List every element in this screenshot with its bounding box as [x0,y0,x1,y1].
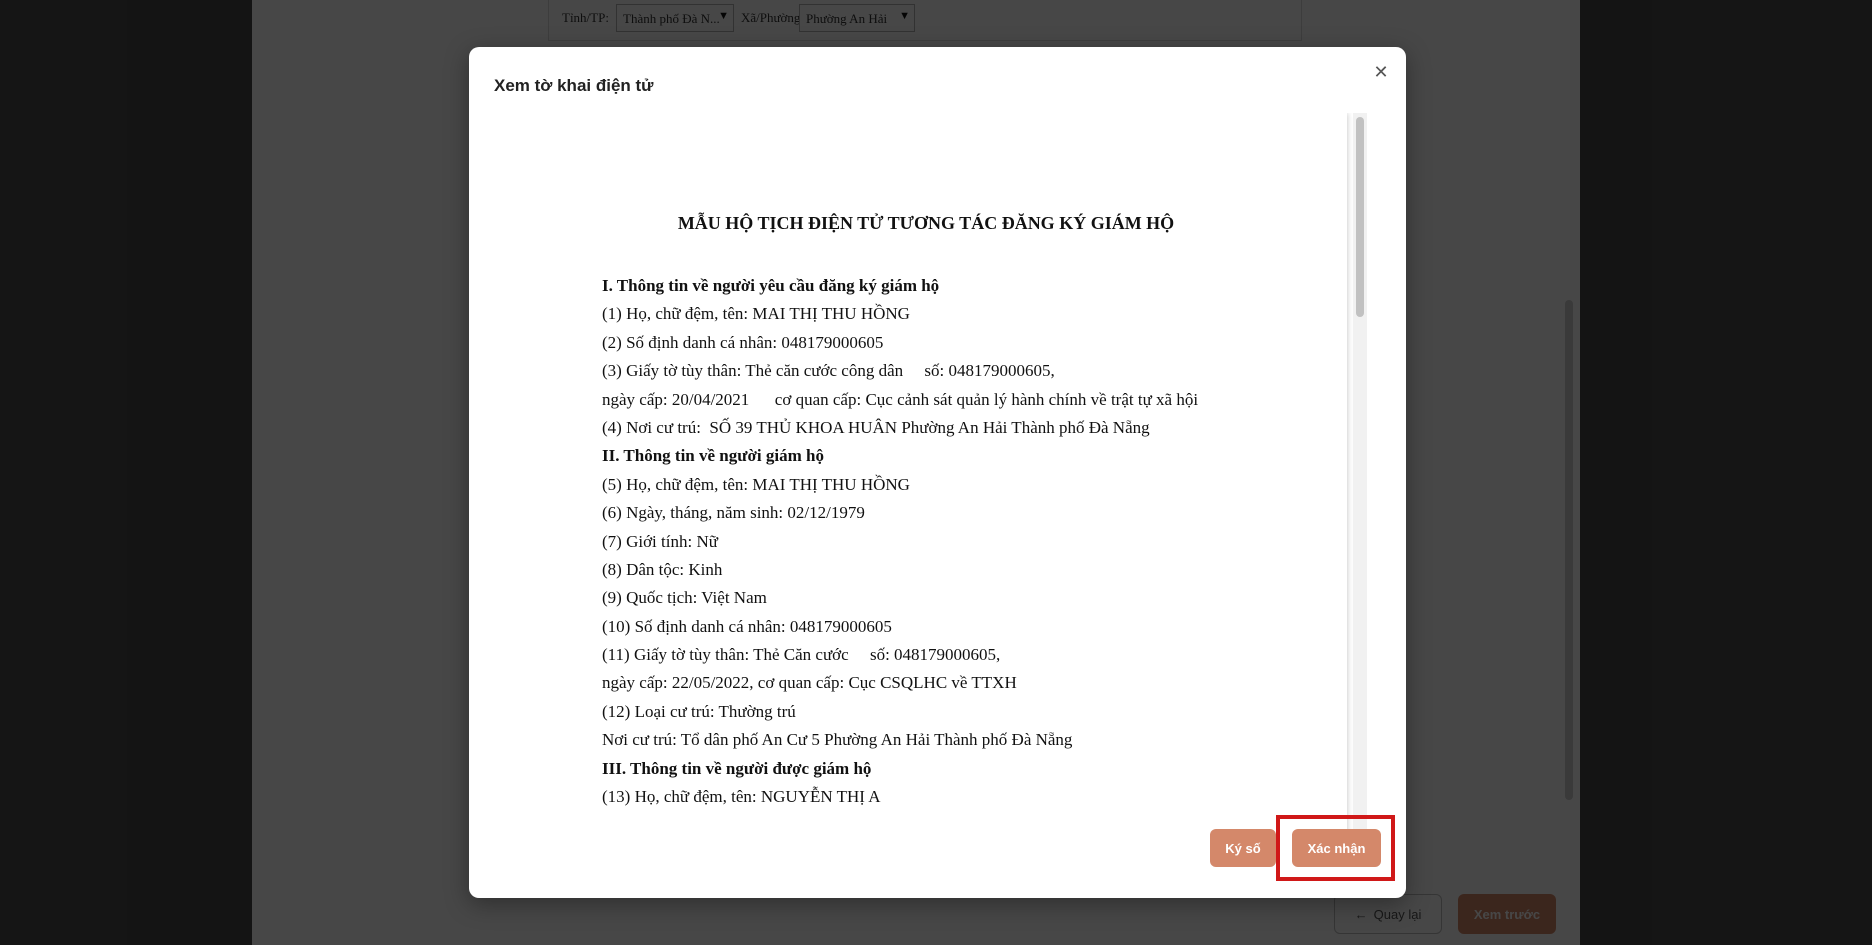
document-section-heading: III. Thông tin về người được giám hộ [602,758,872,778]
document-line: (5) Họ, chữ đệm, tên: MAI THỊ THU HỒNG [602,474,910,494]
document-scrollbar[interactable] [1353,113,1367,842]
document-page [505,113,1347,842]
document-line: (3) Giấy tờ tùy thân: Thẻ căn cước công dân số: 048179000605, [602,361,1055,381]
confirm-button[interactable]: Xác nhận [1292,829,1381,867]
document-line: (2) Số định danh cá nhân: 048179000605 [602,332,884,352]
electronic-declaration-modal [469,47,1406,898]
document-line: (10) Số định danh cá nhân: 048179000605 [602,616,892,636]
document-body [602,272,1322,811]
document-line: (8) Dân tộc: Kinh [602,559,723,579]
document-line: (1) Họ, chữ đệm, tên: MAI THỊ THU HỒNG [602,304,910,324]
modal-title: Xem tờ khai điện tử [494,76,654,95]
close-icon[interactable]: ✕ [1373,61,1389,82]
document-line: Nơi cư trú: Tổ dân phố An Cư 5 Phường An Hải Thành phố Đà Nẵng [602,730,1073,750]
document-scrollbar-thumb[interactable] [1356,117,1364,317]
document-line: (6) Ngày, tháng, năm sinh: 02/12/1979 [602,503,865,523]
digital-sign-button[interactable]: Ký số [1210,829,1276,867]
document-line: (12) Loại cư trú: Thường trú [602,701,796,721]
document-section-heading: I. Thông tin về người yêu cầu đăng ký giám hộ [602,276,940,295]
document-line: (4) Nơi cư trú: SỐ 39 THỦ KHOA HUÂN Phường An Hải Thành phố Đà Nẵng [602,417,1150,437]
document-viewer[interactable] [505,113,1367,842]
document-section-heading: II. Thông tin về người giám hộ [602,446,824,466]
document-heading: MẪU HỘ TỊCH ĐIỆN TỬ TƯƠNG TÁC ĐĂNG KÝ GIÁM HỘ [677,213,1175,233]
document-line: (13) Họ, chữ đệm, tên: NGUYỄN THỊ A [602,787,881,807]
document-line: ngày cấp: 20/04/2021 cơ quan cấp: Cục cảnh sát quản lý hành chính về trật tự xã hội [602,389,1199,409]
document-line: (7) Giới tính: Nữ [602,531,718,551]
document-line: ngày cấp: 22/05/2022, cơ quan cấp: Cục CSQLHC về TTXH [602,673,1017,693]
document-line: (11) Giấy tờ tùy thân: Thẻ Căn cước số: 048179000605, [602,645,1001,665]
document-line: (9) Quốc tịch: Việt Nam [602,588,767,608]
